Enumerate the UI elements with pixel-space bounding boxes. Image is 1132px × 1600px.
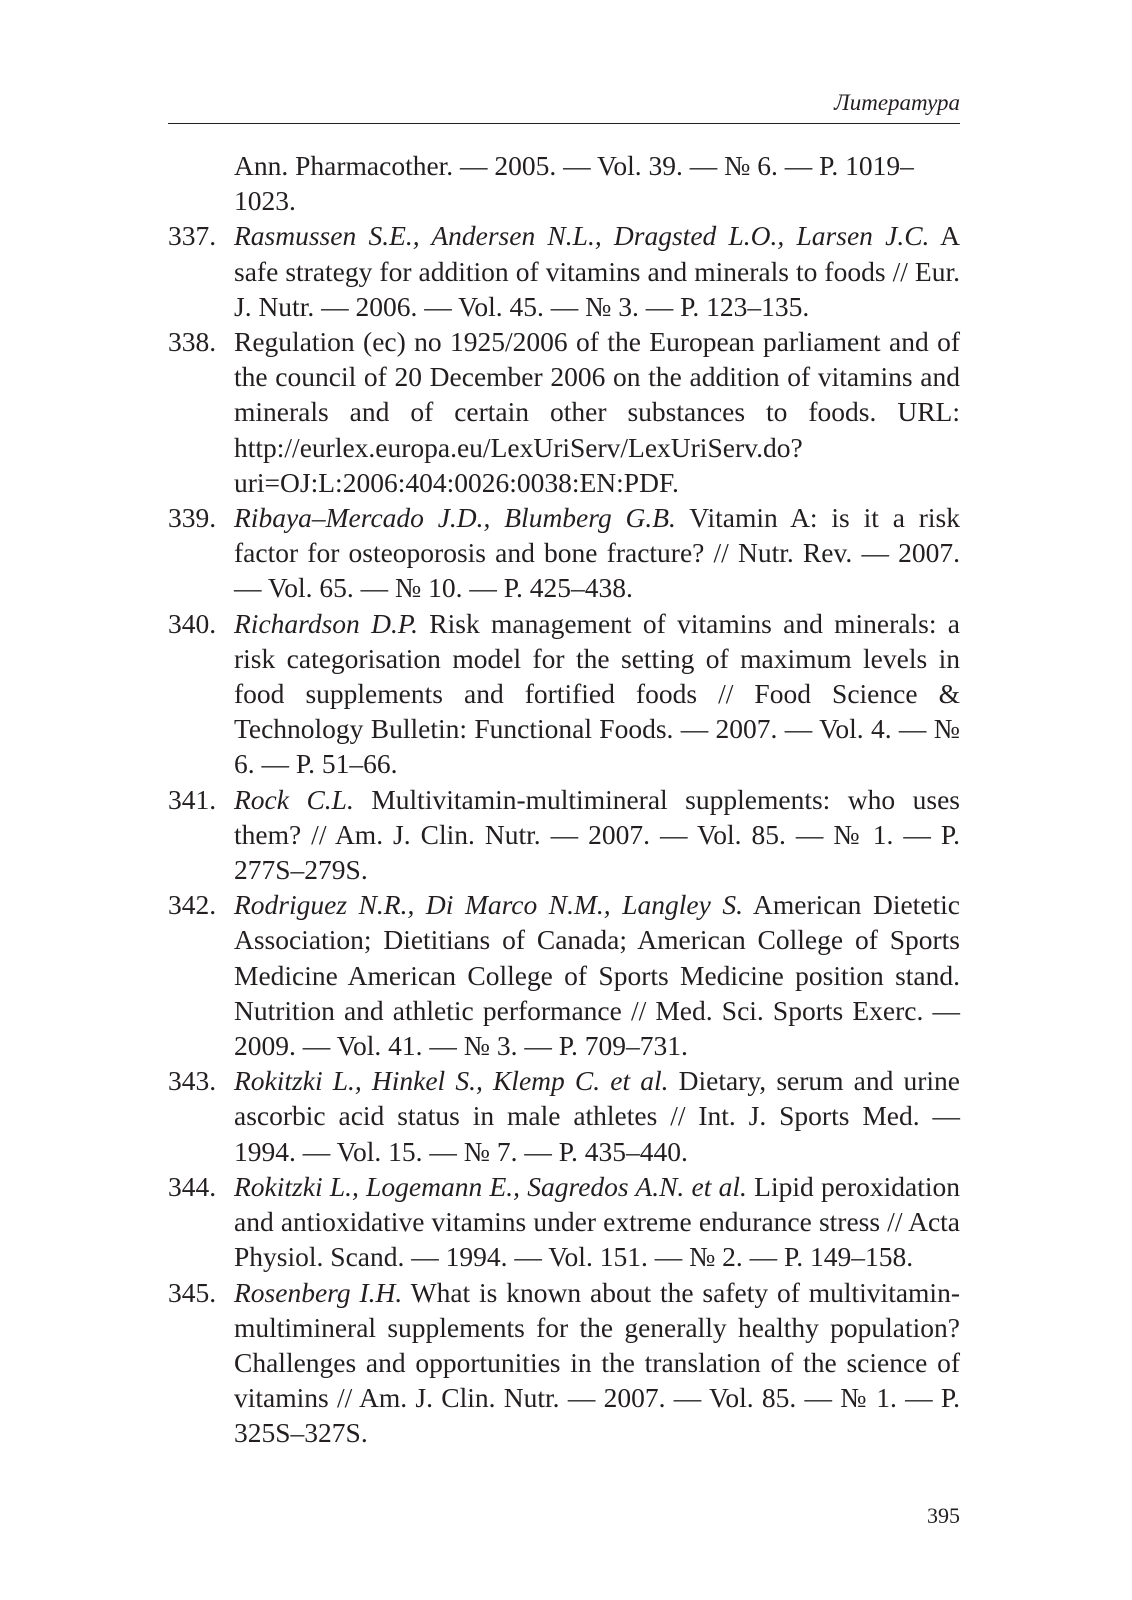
reference-number: 337. [168,220,217,252]
reference-entry [168,887,960,1063]
header-rule [168,123,960,124]
reference-number: 343. [168,1065,217,1097]
reference-text: Dietary, serum and urine ascorbic acid status in male athletes // Int. J. Sports Med. — 1994. — Vol. 15. — № 7. — P. 435–440. [234,1065,960,1167]
reference-text: A safe strategy for addition of vitamins and minerals to foods // Eur. J. Nutr. — 2006. — Vol. 45. — № 3. — P. 123–135. [234,220,960,322]
reference-authors: Rokitzki L., Logemann E., Sagredos A.N. et al. [234,1170,747,1202]
reference-number: 344. [168,1170,217,1202]
reference-text: Risk management of vitamins and minerals: a risk categorisation model for the setting of maximum levels in food supplements and fortified foods // Food Science & Technology Bulletin: Functional Foods. — 2007. — Vol. 4. — № 6. — P. 51–66. [234,607,960,780]
reference-entry [168,148,960,218]
reference-authors: Rodriguez N.R., Di Marco N.M., Langley S. [234,889,743,921]
running-title: Литература [834,90,960,115]
reference-authors: Rock C.L. [234,783,354,815]
reference-text: American Dietetic Association; Dietitians of Canada; American College of Sports Medicine American College of Sports Medicine position stand. Nutrition and athletic performance // Med. Sci. Sports Exerc. — 2009. — Vol. 41. — № 3. — P. 709–731. [234,889,960,1062]
reference-entry [168,782,960,888]
reference-entry [168,218,960,324]
reference-text: Vitamin A: is it a risk factor for osteoporosis and bone fracture? // Nutr. Rev. — 2007. — Vol. 65. — № 10. — P. 425–438. [234,502,960,604]
reference-entry [168,324,960,500]
reference-entry [168,1169,960,1275]
reference-number: 339. [168,502,217,534]
reference-authors: Rasmussen S.E., Andersen N.L., Dragsted L.O., Larsen J.C. [234,220,930,252]
reference-authors: Rokitzki L., Hinkel S., Klemp C. et al. [234,1065,669,1097]
reference-entry [168,606,960,782]
reference-authors: Ribaya–Mercado J.D., Blumberg G.B. [234,502,676,534]
reference-entry [168,500,960,606]
reference-number: 340. [168,607,217,639]
reference-entry [168,1275,960,1451]
reference-text: Ann. Pharmacother. — 2005. — Vol. 39. — № 6. — P. 1019–1023. [234,150,914,217]
reference-authors: Rosenberg I.H. [234,1276,403,1308]
reference-number: 338. [168,326,217,358]
reference-text: Lipid peroxidation and antioxidative vitamins under extreme endurance stress // Acta Physiol. Scand. — 1994. — Vol. 151. — № 2. — P. 149–158. [234,1170,960,1273]
reference-text: Multivitamin-multimineral supplements: who uses them? // Am. J. Clin. Nutr. — 2007. — Vol. 85. — № 1. — P. 277S–279S. [234,783,960,886]
reference-authors: Richardson D.P. [234,607,418,639]
reference-entry [168,1063,960,1169]
reference-list [168,148,960,1451]
page-number: 395 [927,1503,960,1528]
reference-text: Regulation (ec) no 1925/2006 of the European parliament and of the council of 20 December 2006 on the addition of vitamins and minerals and of certain other substances to foods. URL: http://eurlex.europa.eu/LexUriServ/LexUriServ.do?uri=OJ:L:2006:404:0026:0038:EN:PDF. [234,326,960,498]
reference-text: What is known about the safety of multivitamin-multimineral supplements for the generally healthy population? Challenges and opportunities in the translation of the science of vitamins // Am. J. Clin. Nutr. — 2007. — Vol. 85. — № 1. — P. 325S–327S. [234,1276,960,1449]
reference-number: 345. [168,1276,217,1308]
reference-number: 342. [168,889,217,921]
reference-number: 341. [168,783,217,815]
